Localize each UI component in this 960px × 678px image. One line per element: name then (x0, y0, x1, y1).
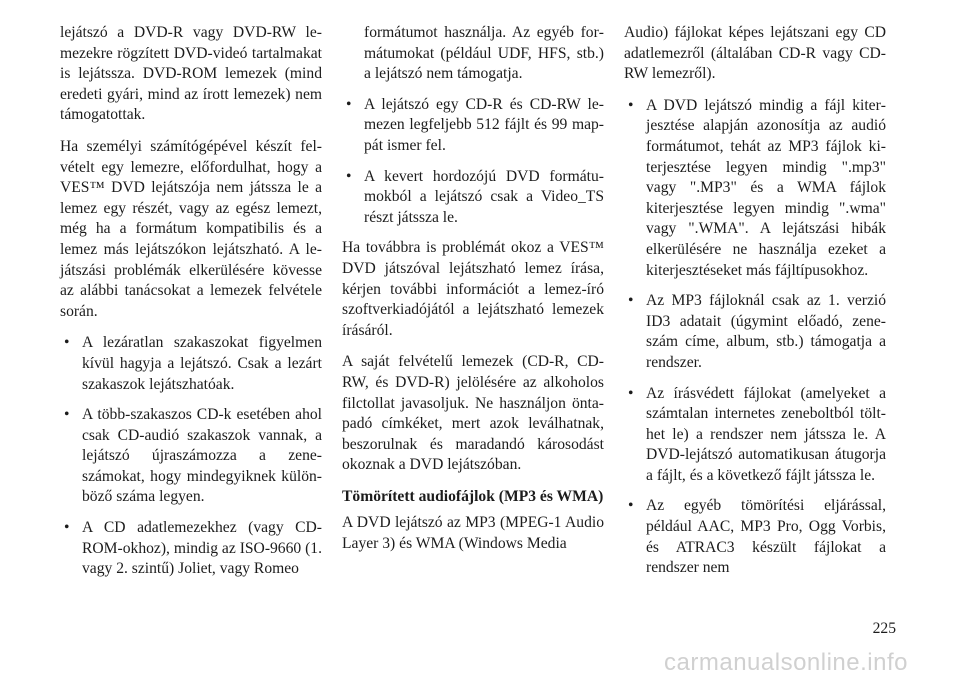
list-item-text: A DVD lejátszó mindig a fájl kiterjesztése alapján azonosítja az audió formátumot, tehát az MP3 fájlok kiterjesztése legyen mindig ".mp3" vagy ".MP3" és a WMA fájlok kiterjesztése legyen mindig ".wma" vagy ".WMA". A lejátszási hibák elkerülésére ne használja ezeket a kiterjesztéseket más fájltípusokhoz. (646, 96, 886, 279)
bullet-icon: • (628, 292, 634, 310)
list-item (60, 518, 322, 580)
list-item-continued (342, 23, 604, 85)
list-item (60, 405, 322, 508)
bullet-icon: • (346, 95, 352, 113)
bullet-icon: • (628, 96, 634, 114)
list-item-text: Az MP3 fájloknál csak az 1. verzió ID3 adatait (úgymint előadó, zeneszám címe, album, stb.) támogatja a rendszer. (646, 292, 886, 371)
list-item-text: A kevert hordozójú DVD formátumokból a lejátszó csak a Video_TS részt játssza le. (364, 167, 604, 226)
bullet-icon: • (346, 167, 352, 185)
list-item-text: A CD adatlemezekhez (vagy CD-ROM-okhoz), mindig az ISO-9660 (1. vagy 2. szintű) Joliet, vagy Romeo (82, 519, 322, 578)
bullet-icon: • (628, 497, 634, 515)
list-item (624, 384, 886, 487)
text-column-3 (624, 23, 886, 589)
paragraph: A saját felvételű lemezek (CD-R, CD-RW, és DVD-R) jelölésére az alkoholos filctollat javasoljuk. Ne használjon öntapadó címkéket, mert azok leválhatnak, beszorulnak és maradandó károsodást okoznak a DVD lejátszóban. (342, 353, 604, 474)
list-item (342, 167, 604, 229)
bullet-list (342, 23, 604, 228)
list-item (624, 291, 886, 373)
list-item-text: formátumot használja. Az egyéb formátumokat (például UDF, HFS, stb.) a lejátszó nem támogatja. (364, 24, 604, 83)
bullet-icon: • (64, 406, 70, 424)
list-item (624, 496, 886, 578)
bullet-icon: • (64, 519, 70, 537)
paragraph: Audio) fájlokat képes lejátszani egy CD adatlemezről (általában CD-R vagy CD-RW lemezről). (624, 24, 886, 83)
list-item (342, 95, 604, 157)
paragraph: lejátszó a DVD-R vagy DVD-RW lemezekre rögzített DVD-videó tartalmakat is lejátssza. DVD-ROM lemezek (mind eredeti gyári, mind az írott lemezek) nem támogatottak. (60, 24, 322, 124)
bullet-icon: • (628, 384, 634, 402)
page-number: 225 (872, 620, 896, 637)
bullet-list (624, 96, 886, 579)
section-heading: Tömörített audiofájlok (MP3 és WMA) (342, 487, 604, 505)
text-column-1 (60, 23, 322, 590)
list-item-text: A lejátszó egy CD-R és CD-RW lemezen legfeljebb 512 fájlt és 99 mappát ismer fel. (364, 95, 604, 154)
paragraph: Ha személyi számítógépével készít felvételt egy lemezre, előfordulhat, hogy a VES™ DVD lejátszója nem játssza le a lemez egy részét, vagy az egész lemezt, még ha a formátum kompatibilis és a lemez más lejátszókon lejátszható. A lejátszási problémák elkerülésére kövesse az alábbi tanácsokat a lemezek felvétele során. (60, 137, 322, 320)
list-item-text: A lezáratlan szakaszokat figyelmen kívül hagyja a lejátszó. Csak a lezárt szakaszok lejátszhatóak. (82, 334, 322, 393)
text-column-2 (342, 23, 604, 566)
bullet-icon: • (64, 334, 70, 352)
paragraph: A DVD lejátszó az MP3 (MPEG-1 Audio Layer 3) és WMA (Windows Media (342, 514, 604, 553)
bullet-list (60, 333, 322, 580)
watermark: carmanualsonline.info (664, 649, 908, 676)
list-item-text: Az egyéb tömörítési eljárással, például AAC, MP3 Pro, Ogg Vorbis, és ATRAC3 készült fájlokat a rendszer nem (646, 497, 886, 577)
list-item-text: Az írásvédett fájlokat (amelyeket a számtalan internetes zeneboltból tölthet le) a rendszer nem játssza le. A DVD-lejátszó automatikusan átugorja a fájlt, és a következő fájlt játssza le. (646, 384, 886, 484)
list-item-text: A több-szakaszos CD-k esetében ahol csak CD-audió szakaszok vannak, a lejátszó újraszámozza a zeneszámokat, hogy mindegyiknek különböző száma legyen. (82, 406, 322, 506)
paragraph: Ha továbbra is problémát okoz a VES™ DVD játszóval lejátszható lemez írása, kérjen további információt a lemez-író szoftverkiadójától a lejátszható lemezek írásáról. (342, 239, 604, 339)
list-item (624, 96, 886, 281)
list-item (60, 333, 322, 395)
